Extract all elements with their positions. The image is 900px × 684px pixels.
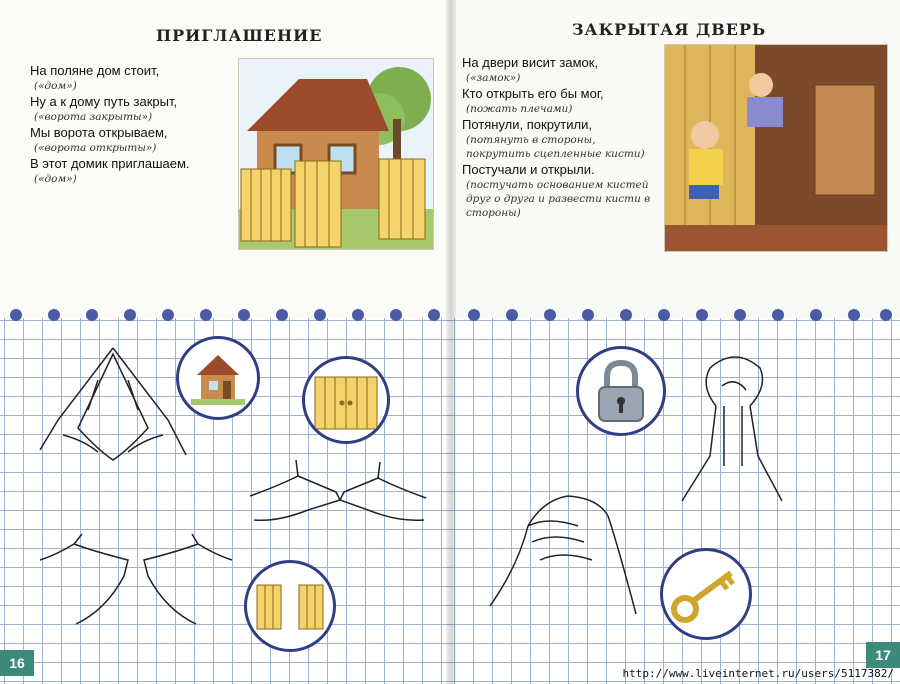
house-icon (176, 336, 260, 420)
dot-row (456, 309, 896, 325)
page-number: 17 (866, 642, 900, 668)
poem-line: На поляне дом стоит, (30, 63, 160, 78)
poem-note: (пожать плечами) (466, 103, 573, 115)
poem-line: Потянули, покрутили, (462, 117, 592, 132)
hands-lock-icon (680, 346, 790, 506)
gate-icon (302, 356, 390, 444)
watermark-url: http://www.liveinternet.ru/users/5117382/ (622, 667, 894, 680)
dot (468, 309, 480, 321)
lock-icon (576, 346, 666, 436)
poem-line: Кто открыть его бы мог, (462, 86, 604, 101)
hands-clasp-icon (488, 486, 638, 616)
poem-note: («дом») (34, 173, 77, 185)
poem-note: («ворота открыты») (34, 142, 157, 154)
poem-note: («дом») (34, 80, 77, 92)
gate-open-icon (244, 560, 336, 652)
hands-open-icon (36, 530, 236, 630)
dot (238, 309, 250, 321)
dot (352, 309, 364, 321)
dot (620, 309, 632, 321)
hands-palms-icon (248, 456, 428, 536)
hands-roof-icon (38, 340, 188, 470)
dot (810, 309, 822, 321)
dot-row (8, 309, 448, 325)
dot (314, 309, 326, 321)
dot (772, 309, 784, 321)
poem-line: Мы ворота открываем, (30, 125, 168, 140)
dot (696, 309, 708, 321)
dot (582, 309, 594, 321)
poem-note: («замок») (466, 72, 521, 84)
dot (200, 309, 212, 321)
dot (506, 309, 518, 321)
poem-line: Ну а к дому путь закрыт, (30, 94, 178, 109)
poem-line: В этот домик приглашаем. (30, 156, 190, 171)
dot (390, 309, 402, 321)
poem-note: (потянуть в стороны, покрутить сцепленные кисти) (466, 134, 645, 160)
poem-note: (постучать основанием кистей друг о друга и развести кисти в стороны) (466, 179, 651, 219)
poem-line: Постучали и открыли. (462, 162, 595, 177)
key-icon (660, 548, 752, 640)
poem-left (30, 62, 230, 186)
page-title: ЗАКРЫТАЯ ДВЕРЬ (572, 20, 767, 39)
page-number: 16 (0, 650, 34, 676)
right-page (450, 0, 900, 684)
dot (734, 309, 746, 321)
house-illustration (238, 58, 434, 250)
book-gutter (446, 0, 456, 684)
dot (880, 309, 892, 321)
dot (162, 309, 174, 321)
poem-right (462, 54, 662, 220)
dot (86, 309, 98, 321)
dot (10, 309, 22, 321)
poem-note: («ворота закрыты») (34, 111, 153, 123)
dot (658, 309, 670, 321)
dot (428, 309, 440, 321)
dot (124, 309, 136, 321)
poem-line: На двери висит замок, (462, 55, 599, 70)
dot (544, 309, 556, 321)
dot (276, 309, 288, 321)
dot (48, 309, 60, 321)
door-illustration (664, 44, 888, 252)
dot (848, 309, 860, 321)
page-title: ПРИГЛАШЕНИЕ (156, 26, 323, 45)
